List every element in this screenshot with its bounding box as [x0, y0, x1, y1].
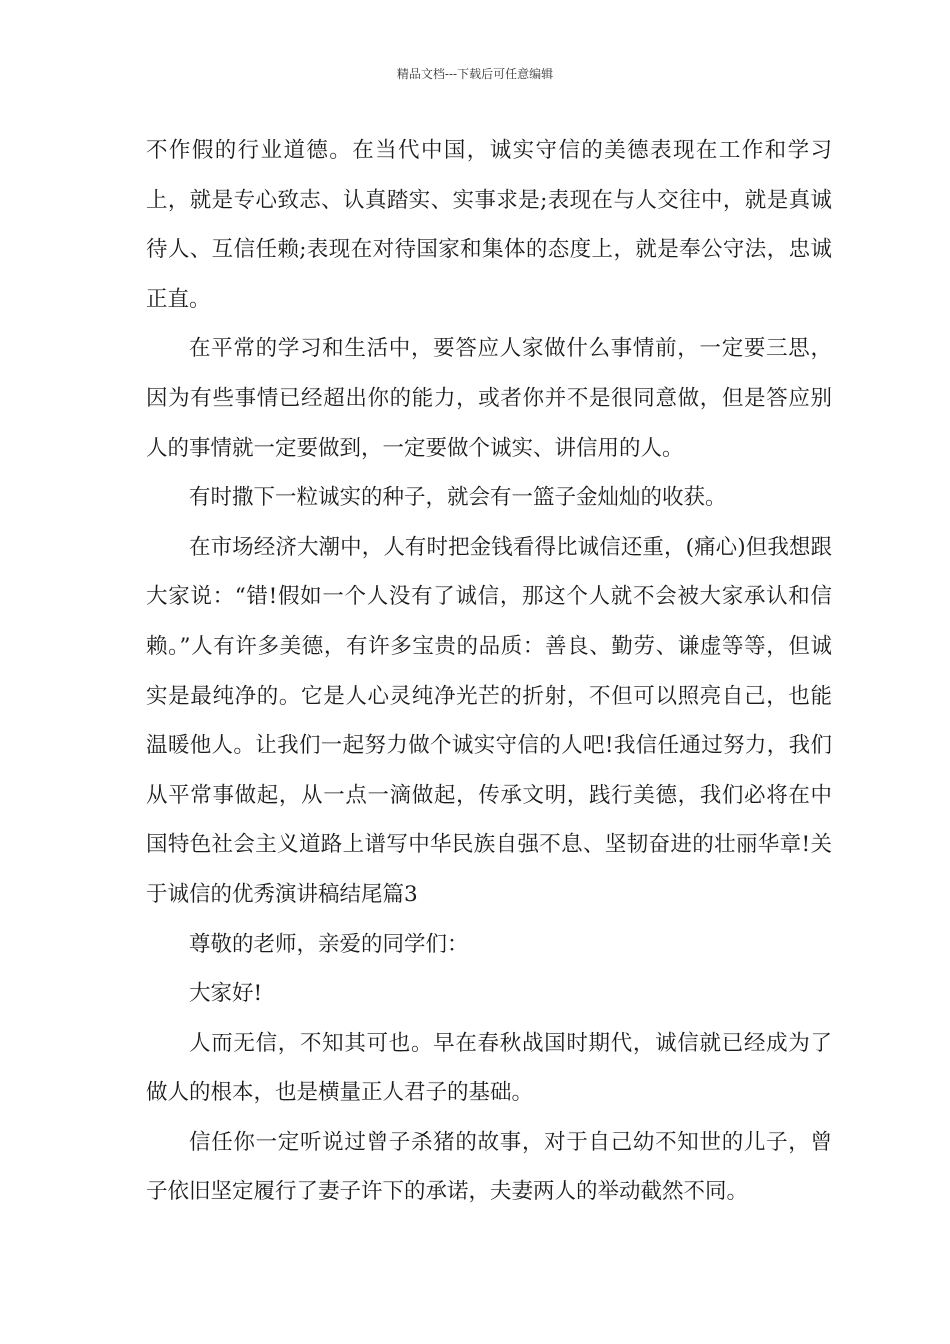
document-body: [146, 126, 832, 1217]
paragraph-8: 信任你一定听说过曾子杀猪的故事，对于自己幼不知世的儿子，曾子依旧坚定履行了妻子许下的承诺，夫妻两人的举动截然不同。: [146, 1129, 832, 1205]
paragraph-2: 在平常的学习和生活中，要答应人家做什么事情前，一定要三思，因为有些事情已经超出你的能力，或者你并不是很同意做，但是答应别人的事情就一定要做到，一定要做个诚实、讲信用的人。: [146, 336, 832, 461]
paragraph-3: 有时撒下一粒诚实的种子，就会有一篮子金灿灿的收获。: [189, 485, 727, 511]
paragraph-1: 不作假的行业道德。在当代中国，诚实守信的美德表现在工作和学习上，就是专心致志、认真踏实、实事求是;表现在与人交往中，就是真诚待人、互信任赖;表现在对待国家和集体的态度上，就是奉公守法，忠诚正直。: [146, 138, 832, 312]
paragraph-7: 人而无信，不知其可也。早在春秋战国时期代，诚信就已经成为了做人的根本，也是横量正人君子的基础。: [146, 1030, 832, 1106]
paragraph-4: 在市场经济大潮中，人有时把金钱看得比诚信还重，(痛心)但我想跟大家说：“错!假如一个人没有了诚信，那这个人就不会被大家承认和信赖。”人有许多美德，有许多宝贵的品质：善良、勤劳、谦虚等等，但诚实是最纯净的。它是人心灵纯净光芒的折射，不但可以照亮自己，也能温暖他人。让我们一起努力做个诚实守信的人吧!我信任通过努力，我们从平常事做起，从一点一滴做起，传承文明，践行美德，我们必将在中国特色社会主义道路上谱写中华民族自强不息、坚韧奋进的壮丽华章!关于诚信的优秀演讲稿结尾篇3: [146, 534, 832, 907]
page-header: 精品文档---下载后可任意编辑: [396, 67, 554, 81]
paragraph-5: 尊敬的老师，亲爱的同学们：: [189, 931, 469, 957]
paragraph-6: 大家好!: [189, 981, 263, 1007]
